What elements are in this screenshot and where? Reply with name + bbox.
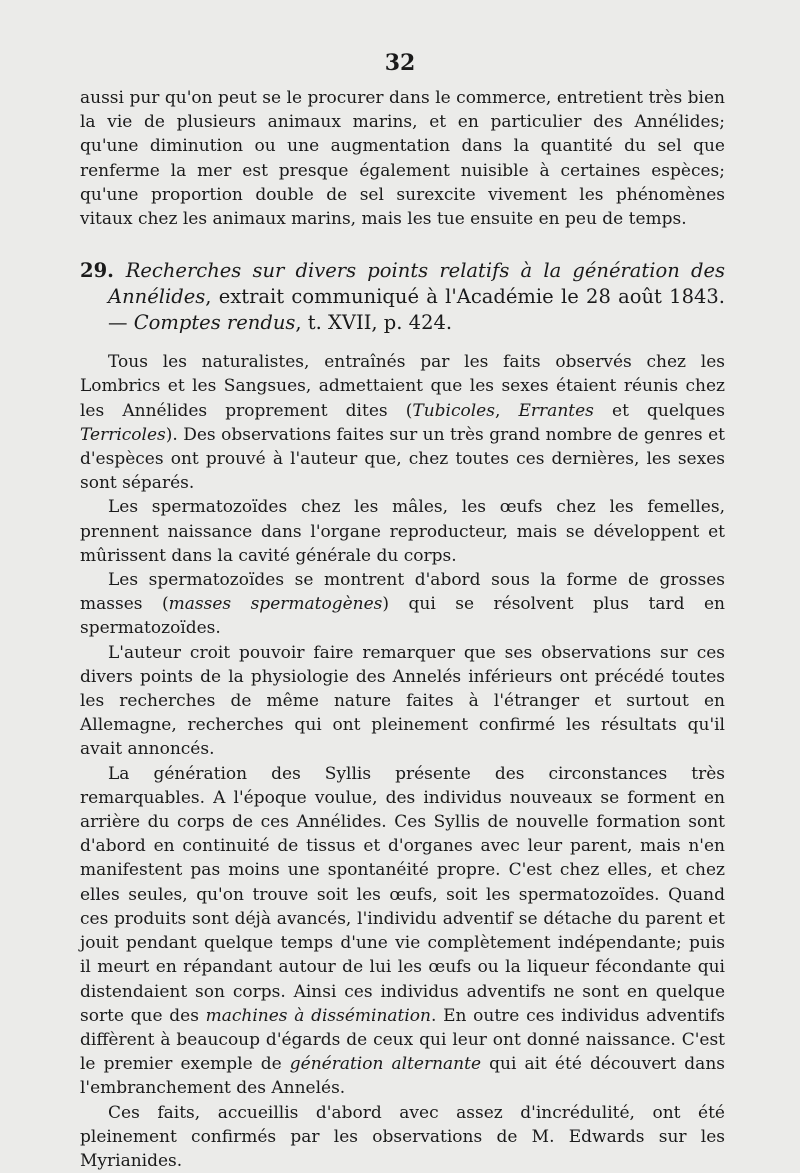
page-number: 32 [384, 50, 416, 76]
bibliography-entry [80, 258, 725, 336]
paragraph-6: Ces faits, accueillis d'abord avec assez d'incrédulité, ont été pleinement confirmés par les observations de M. Edwards sur les Myrianides. [80, 1102, 725, 1171]
entry-journal: Comptes rendus [133, 311, 296, 335]
entry-title: Recherches sur divers points relatifs à la génération des Annélides [108, 259, 726, 309]
paragraph-3: Les spermatozoïdes se montrent d'abord sous la forme de grosses masses (masses spermatogènes) qui se résolvent plus tard en spermatozoïdes. [80, 570, 725, 639]
paragraph-intro: aussi pur qu'on peut se le procurer dans le commerce, entretient très bien la vie de plusieurs animaux marins, et en particulier des Annélides; qu'une diminution ou une augmentation dans la quantité du sel que renferme la mer est presque également nuisible à certaines espèces; qu'une proportion double de sel surexcite vivement les phénomènes vitaux chez les animaux marins, mais les tue ensuite en peu de temps. [80, 88, 725, 230]
entry-volume: , t. XVII, p. 424. [295, 311, 453, 335]
paragraph-5: La génération des Syllis présente des circonstances très remarquables. A l'époque voulue, des individus nouveaux se forment en arrière du corps de ces Annélides. Ces Syllis de nouvelle formation sont d'abord en continuité de tissus et d'organes avec leur parent, mais n'en manifestent pas moins une spontanéité propre. C'est chez elles, et chez elles seules, qu'on trouve soit les œufs, soit les spermatozoïdes. Quand ces produits sont déjà avancés, l'individu adventif se détache du parent et jouit pendant quelque temps d'une vie complètement indépendante; puis il meurt en répandant autour de lui les œufs ou la liqueur fécondante qui distendaient son corps. Ainsi ces individus adventifs ne sont en quelque sorte que des machines à dissémination. En outre ces individus adventifs diffèrent à beaucoup d'égards de ceux qui leur ont donné naissance. C'est le premier exemple de génération alternante qui ait été découvert dans l'embranchement des Annelés. [80, 763, 725, 1099]
entry-source: , extrait communiqué à l'Académie le 28 août 1843. — [108, 285, 725, 335]
entry-number: 29. [80, 259, 126, 283]
paragraph-2: Les spermatozoïdes chez les mâles, les œufs chez les femelles, prennent naissance dans l'organe reproducteur, mais se développent et mûrissent dans la cavité générale du corps. [80, 497, 725, 566]
page-content [80, 86, 725, 1173]
paragraph-1: Tous les naturalistes, entraînés par les faits observés chez les Lombrics et les Sangsues, admettaient que les sexes étaient réunis chez les Annélides proprement dites (Tubicoles, Errantes et quelques Terricoles). Des observations faites sur un très grand nombre de genres et d'espèces ont prouvé à l'auteur que, chez toutes ces dernières, les sexes sont séparés. [80, 352, 725, 494]
paragraph-4: L'auteur croit pouvoir faire remarquer que ses observations sur ces divers points de la physiologie des Annelés inférieurs ont précédé toutes les recherches de même nature faites à l'étranger et surtout en Allemagne, recherches qui ont pleinement confirmé les résultats qu'il avait annoncés. [80, 642, 725, 760]
